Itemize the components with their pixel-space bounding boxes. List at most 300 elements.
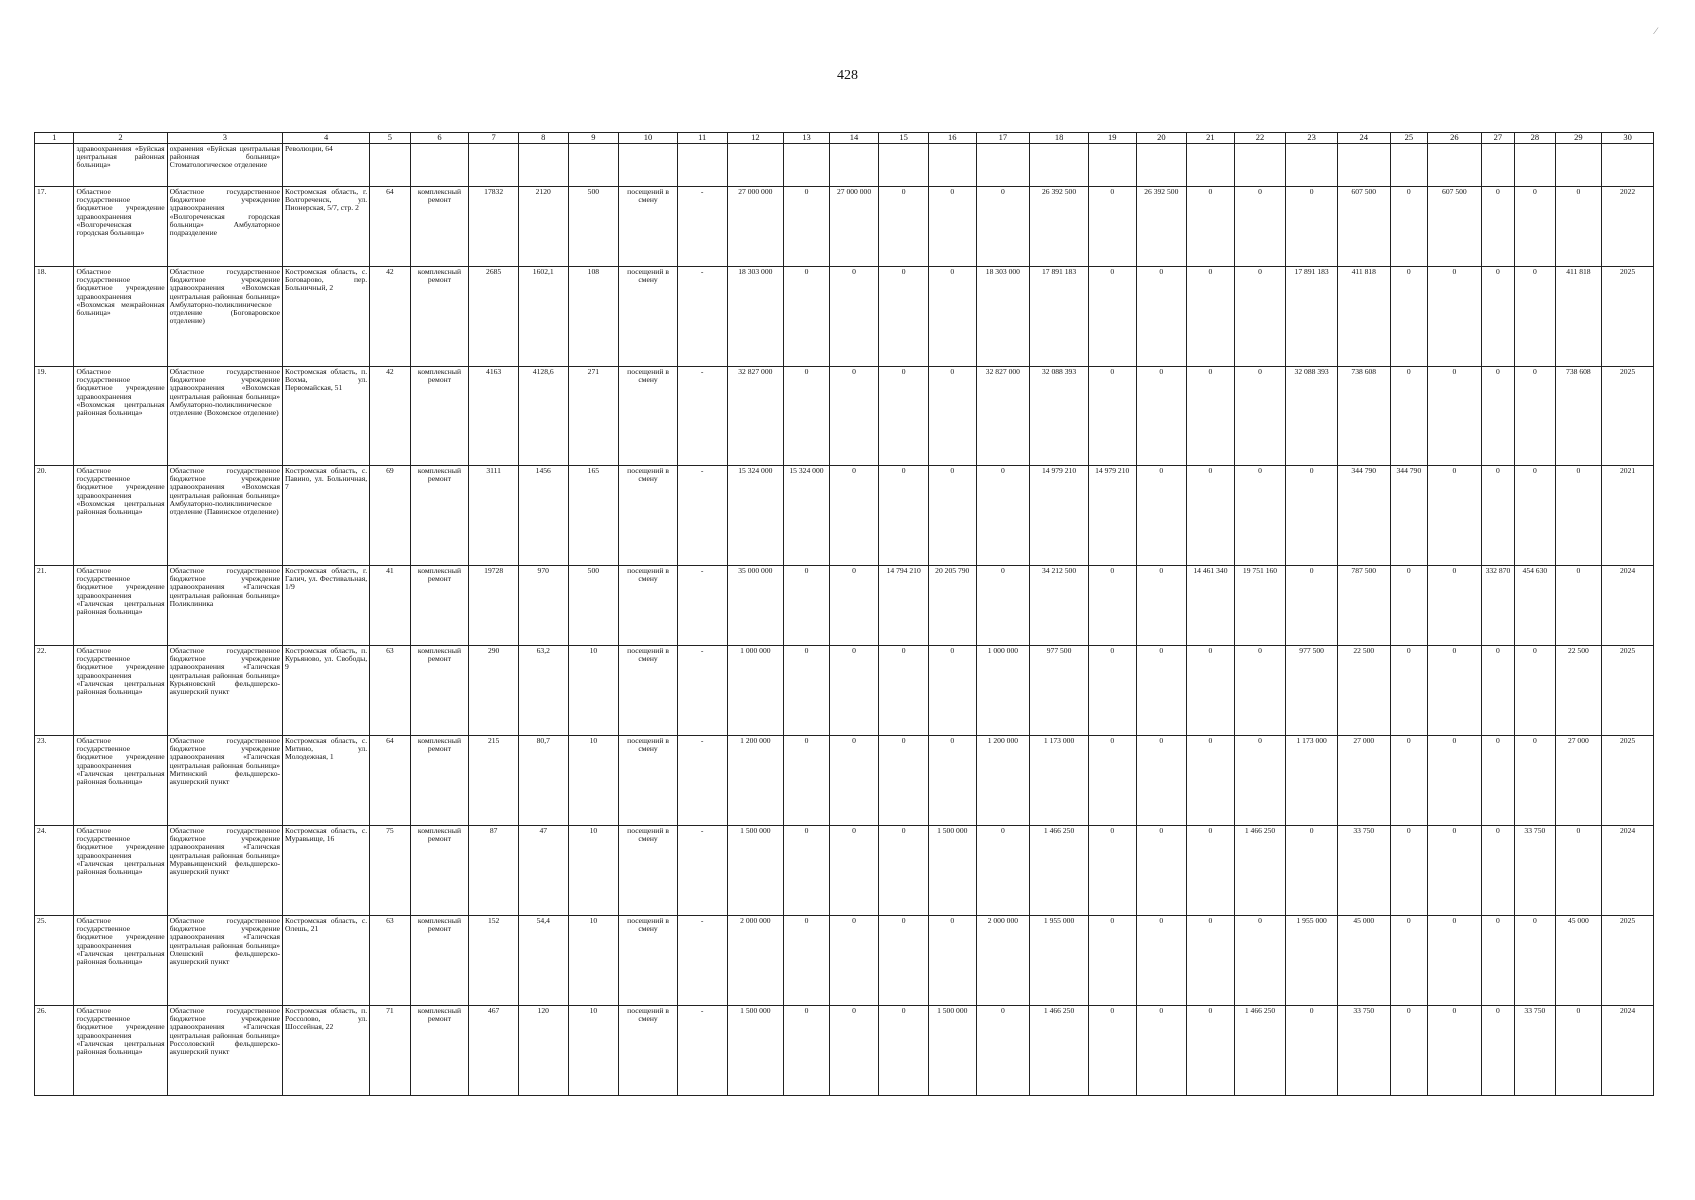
table-cell: 0 [1555,466,1602,566]
table-cell: 0 [784,566,830,646]
table-cell: 0 [829,736,879,826]
table-cell: 0 [1234,916,1286,1006]
table-cell: 17 891 183 [1030,267,1089,367]
table-cell: 738 608 [1337,367,1390,466]
table-cell: комплексный ремонт [410,1006,469,1096]
table-cell: 2 000 000 [976,916,1030,1006]
table-cell: 1 173 000 [1286,736,1338,826]
col-header: 9 [568,133,619,144]
table-cell: Областное государственное бюджетное учреждение здравоохранения «Галичская центральная районная больница» [74,1006,167,1096]
table-cell: 0 [1088,367,1136,466]
table-row [35,566,1654,646]
col-header: 21 [1187,133,1235,144]
table-cell: 738 608 [1555,367,1602,466]
table-cell: 271 [568,367,619,466]
table-cell: 500 [568,566,619,646]
table-cell: комплексный ремонт [410,187,469,267]
table-cell: 0 [1390,367,1427,466]
col-header: 10 [619,133,678,144]
table-cell [976,144,1030,187]
table-cell: 215 [469,736,519,826]
table-cell: 0 [1481,1006,1514,1096]
table-cell: 0 [1088,267,1136,367]
table-cell: Областное государственное бюджетное учреждение здравоохранения «Вохомская межрайонная больница» [74,267,167,367]
table-cell: 0 [1187,646,1235,736]
table-cell: 0 [1555,1006,1602,1096]
table-cell: - [677,267,727,367]
table-cell: Областное государственное бюджетное учреждение здравоохранения «Галичская центральная районная больница» [74,646,167,736]
table-cell [727,144,784,187]
table-cell: 0 [1187,1006,1235,1096]
col-header: 22 [1234,133,1286,144]
table-cell: 0 [879,187,929,267]
table-cell: 0 [879,367,929,466]
table-cell: 0 [879,466,929,566]
table-cell [879,144,929,187]
table-cell: 32 827 000 [976,367,1030,466]
table-cell: Областное государственное бюджетное учреждение здравоохранения «Галичская центральная районная больница» [74,736,167,826]
table-cell: 26 392 500 [1136,187,1187,267]
table-cell: 0 [928,267,976,367]
table-cell: 1 500 000 [928,1006,976,1096]
table-cell: 18 303 000 [976,267,1030,367]
col-header: 18 [1030,133,1089,144]
table-cell: 32 827 000 [727,367,784,466]
table-cell: 0 [784,1006,830,1096]
col-header: 15 [879,133,929,144]
table-cell: 0 [928,916,976,1006]
table-cell: - [677,566,727,646]
col-header: 8 [518,133,568,144]
table-cell: 0 [1428,1006,1482,1096]
table-cell: 0 [1428,916,1482,1006]
table-cell: 344 790 [1337,466,1390,566]
table-cell: 467 [469,1006,519,1096]
table-cell: 26 392 500 [1030,187,1089,267]
table-cell: 80,7 [518,736,568,826]
table-cell: посещений в смену [619,267,678,367]
table-cell: 15 324 000 [784,466,830,566]
table-cell: 1 500 000 [727,1006,784,1096]
table-cell: комплексный ремонт [410,267,469,367]
col-header: 7 [469,133,519,144]
table-row [35,916,1654,1006]
table-cell: 0 [1481,646,1514,736]
table-cell: 19 751 160 [1234,566,1286,646]
table-cell: Костромская область, с. Павино, ул. Больничная, 7 [283,466,370,566]
table-cell: 0 [1136,566,1187,646]
col-header: 4 [283,133,370,144]
table-cell: 0 [1515,736,1556,826]
table-cell: 0 [1428,646,1482,736]
col-header: 13 [784,133,830,144]
table-cell: Областное государственное бюджетное учреждение здравоохранения «Вохомская центральная районная больница» [74,367,167,466]
table-cell: 1 500 000 [928,826,976,916]
table-cell: 0 [976,566,1030,646]
table-cell: 27 000 [1555,736,1602,826]
table-cell: Костромская область, п. Вохма, ул. Первомайская, 51 [283,367,370,466]
table-cell: 0 [928,466,976,566]
table-cell: 1 466 250 [1234,826,1286,916]
table-cell: Областное государственное бюджетное учреждение здравоохранения «Галичская центральная районная больница» Муравьищенский фельдшерско-акушерский пункт [167,826,282,916]
table-cell: 454 630 [1515,566,1556,646]
table-cell: 1 466 250 [1030,1006,1089,1096]
scan-mark: ∕ [1655,26,1657,37]
table-cell: 2025 [1602,736,1654,826]
table-cell: 54,4 [518,916,568,1006]
table-cell: Костромская область, с. Муравьище, 16 [283,826,370,916]
table-cell: 1602,1 [518,267,568,367]
table-cell: 42 [370,267,411,367]
table-cell: 0 [829,646,879,736]
col-header: 6 [410,133,469,144]
table-cell: 22 500 [1337,646,1390,736]
table-cell: 411 818 [1337,267,1390,367]
col-header: 30 [1602,133,1654,144]
table-row [35,646,1654,736]
table-cell: 27 000 000 [727,187,784,267]
table-cell: 1 000 000 [976,646,1030,736]
table-cell: комплексный ремонт [410,367,469,466]
table-cell: Областное государственное бюджетное учреждение здравоохранения «Галичская центральная районная больница» Курьяновский фельдшерско-акушерский пункт [167,646,282,736]
table-cell [469,144,519,187]
table-cell: Костромская область, с. Олешь, 21 [283,916,370,1006]
table-cell: 1456 [518,466,568,566]
table-cell: 0 [1088,1006,1136,1096]
col-header: 29 [1555,133,1602,144]
table-cell: 2024 [1602,566,1654,646]
table-cell: 0 [1136,736,1187,826]
table-cell: 1 500 000 [727,826,784,916]
table-cell: 332 870 [1481,566,1514,646]
table-cell: 0 [1088,826,1136,916]
table-cell: 4163 [469,367,519,466]
table-cell: 0 [1286,466,1338,566]
table-row [35,736,1654,826]
table-cell: 0 [1428,466,1482,566]
table-cell: 63 [370,916,411,1006]
table-cell: 2025 [1602,267,1654,367]
table-cell: 0 [1390,187,1427,267]
table-cell: 0 [1481,367,1514,466]
table-cell: 108 [568,267,619,367]
table-cell: 0 [1234,187,1286,267]
table-cell: 0 [1136,267,1187,367]
table-row [35,267,1654,367]
table-cell: посещений в смену [619,826,678,916]
table-cell: 0 [1136,826,1187,916]
table-cell: комплексный ремонт [410,646,469,736]
table-cell: 2 000 000 [727,916,784,1006]
col-header: 26 [1428,133,1482,144]
table-cell: 45 000 [1337,916,1390,1006]
table-body [35,144,1654,1096]
table-cell: - [677,367,727,466]
table-cell: 32 088 393 [1286,367,1338,466]
table-cell: 0 [1428,566,1482,646]
table-cell: 2025 [1602,367,1654,466]
table-cell [1428,144,1482,187]
table-cell: 0 [879,646,929,736]
table-cell: 787 500 [1337,566,1390,646]
table-cell [1390,144,1427,187]
table-cell: 10 [568,916,619,1006]
table-cell [677,144,727,187]
table-cell: 0 [1481,187,1514,267]
table-cell: посещений в смену [619,466,678,566]
row-number-cell: 21. [35,566,74,646]
table-cell: 0 [1187,826,1235,916]
table-cell: посещений в смену [619,566,678,646]
table-cell: 120 [518,1006,568,1096]
table-cell: 0 [1390,916,1427,1006]
row-number-cell: 17. [35,187,74,267]
table-cell: - [677,826,727,916]
table-cell: 0 [829,826,879,916]
table-cell: 0 [1390,267,1427,367]
table-cell: 2025 [1602,646,1654,736]
table-cell: 0 [1555,826,1602,916]
table-cell: 10 [568,826,619,916]
table-cell: 0 [1286,826,1338,916]
table-cell: 0 [1088,646,1136,736]
table-cell: 69 [370,466,411,566]
table-cell: 41 [370,566,411,646]
table-cell: 14 979 210 [1088,466,1136,566]
table-cell: 0 [829,267,879,367]
table-cell: 0 [1515,267,1556,367]
table-cell: 15 324 000 [727,466,784,566]
table-cell [1286,144,1338,187]
table-cell: 0 [1187,736,1235,826]
table-cell: 0 [784,826,830,916]
table-cell: 0 [784,267,830,367]
col-header: 27 [1481,133,1514,144]
table-cell [784,144,830,187]
table-cell: 0 [1187,916,1235,1006]
table-cell: 1 466 250 [1030,826,1089,916]
col-header: 1 [35,133,74,144]
table-cell: Областное государственное бюджетное учреждение здравоохранения «Волгореченская городская больница» [74,187,167,267]
table-cell: Областное государственное бюджетное учреждение здравоохранения «Галичская центральная районная больница» Россоловский фельдшерско-акушерский пункт [167,1006,282,1096]
col-header: 16 [928,133,976,144]
table-cell: 500 [568,187,619,267]
table-cell: 47 [518,826,568,916]
table-cell: посещений в смену [619,646,678,736]
table-row [35,826,1654,916]
table-cell: 0 [1187,267,1235,367]
table-cell: 2024 [1602,1006,1654,1096]
table-row [35,144,1654,187]
table-cell: 0 [1136,1006,1187,1096]
col-header: 2 [74,133,167,144]
table-cell [829,144,879,187]
table-cell: - [677,187,727,267]
table-cell: Костромская область, п. Курьяново, ул. Свободы, 9 [283,646,370,736]
table-cell: 0 [976,826,1030,916]
table-cell: 0 [879,916,929,1006]
col-header: 20 [1136,133,1187,144]
table-cell: 0 [1088,916,1136,1006]
table-cell: Революции, 64 [283,144,370,187]
table-cell: 0 [1136,916,1187,1006]
table-cell: 0 [1555,187,1602,267]
table-cell [1337,144,1390,187]
col-header: 24 [1337,133,1390,144]
table-cell: 42 [370,367,411,466]
table-cell: 0 [928,187,976,267]
table-cell: посещений в смену [619,367,678,466]
table-cell: 0 [976,466,1030,566]
table-cell: комплексный ремонт [410,916,469,1006]
table-cell: 0 [1481,267,1514,367]
table-cell: 0 [1428,367,1482,466]
table-cell: 27 000 000 [829,187,879,267]
table-cell: 0 [1286,1006,1338,1096]
table-cell: 0 [1428,736,1482,826]
table-cell: 0 [784,367,830,466]
table-cell: 14 979 210 [1030,466,1089,566]
table-cell: 33 750 [1337,1006,1390,1096]
table-cell: Областное государственное бюджетное учреждение здравоохранения «Вохомская центральная районная больница» Амбулаторно-поликлиническое отделение (Боговаровское отделение) [167,267,282,367]
table-cell: 32 088 393 [1030,367,1089,466]
table-cell: охранения «Буйская центральная районная больница» Стоматологическое отделение [167,144,282,187]
table-cell: 17 891 183 [1286,267,1338,367]
table-cell: 2120 [518,187,568,267]
row-number-cell: 18. [35,267,74,367]
table-cell: Областное государственное бюджетное учреждение здравоохранения «Волгореченская городская больница» Амбулаторное подразделение [167,187,282,267]
table-cell: 0 [784,736,830,826]
table-cell: 18 303 000 [727,267,784,367]
table-cell: Костромская область, г. Галич, ул. Фестивальная, 1/9 [283,566,370,646]
table-row [35,187,1654,267]
table-cell: Областное государственное бюджетное учреждение здравоохранения «Галичская центральная районная больница» [74,826,167,916]
table-cell: 45 000 [1555,916,1602,1006]
table-cell: 0 [976,1006,1030,1096]
col-header: 12 [727,133,784,144]
table-cell: - [677,466,727,566]
row-number-cell: 22. [35,646,74,736]
table-cell: - [677,1006,727,1096]
register-table [34,132,1654,1096]
table-cell: 33 750 [1337,826,1390,916]
table-cell: 14 461 340 [1187,566,1235,646]
table-cell: Костромская область, с. Митино, ул. Молодежная, 1 [283,736,370,826]
table-cell: 71 [370,1006,411,1096]
table-cell: 0 [1286,187,1338,267]
table-cell: 2022 [1602,187,1654,267]
table-cell: 411 818 [1555,267,1602,367]
table-cell [370,144,411,187]
table-cell: 0 [784,646,830,736]
table-cell: 0 [1187,466,1235,566]
table-cell: 0 [1515,187,1556,267]
table-cell: 0 [928,646,976,736]
table-row [35,367,1654,466]
table-cell: 33 750 [1515,1006,1556,1096]
table-cell: 0 [928,367,976,466]
table-cell: 0 [1515,916,1556,1006]
table-cell: 0 [784,916,830,1006]
table-cell: 0 [1286,566,1338,646]
table-cell [1515,144,1556,187]
table-cell: 0 [1234,736,1286,826]
table-cell: комплексный ремонт [410,736,469,826]
row-number-cell: 26. [35,1006,74,1096]
table-cell: 0 [1515,466,1556,566]
table-cell [410,144,469,187]
table-cell [1030,144,1089,187]
table-cell: 27 000 [1337,736,1390,826]
table-cell: 22 500 [1555,646,1602,736]
table-cell: 0 [1481,736,1514,826]
table-cell: 970 [518,566,568,646]
table-cell: 1 955 000 [1030,916,1089,1006]
table-cell: 0 [1136,466,1187,566]
table-cell: 0 [1390,1006,1427,1096]
table-cell: 1 200 000 [976,736,1030,826]
table-cell: 10 [568,646,619,736]
table-cell: Областное государственное бюджетное учреждение здравоохранения «Галичская центральная районная больница» [74,566,167,646]
table-cell: 0 [1515,646,1556,736]
table-cell: 20 205 790 [928,566,976,646]
table-cell: 34 212 500 [1030,566,1089,646]
table-cell: Областное государственное бюджетное учреждение здравоохранения «Вохомская центральная районная больница» Амбулаторно-поликлиническое отделение (Павинское отделение) [167,466,282,566]
table-cell: 75 [370,826,411,916]
table-cell: 0 [1481,826,1514,916]
table-cell: 1 000 000 [727,646,784,736]
table-cell: 977 500 [1030,646,1089,736]
table-cell: посещений в смену [619,916,678,1006]
table-cell: - [677,646,727,736]
table-cell: 977 500 [1286,646,1338,736]
table-cell: Областное государственное бюджетное учреждение здравоохранения «Галичская центральная районная больница» [74,916,167,1006]
table-cell: 0 [829,916,879,1006]
table-cell: 0 [1428,826,1482,916]
table-cell: Областное государственное бюджетное учреждение здравоохранения «Вохомская центральная районная больница» Амбулаторно-поликлиническое отделение (Вохомское отделение) [167,367,282,466]
table-cell: 3111 [469,466,519,566]
table-cell: 1 173 000 [1030,736,1089,826]
col-header: 25 [1390,133,1427,144]
table-cell: здравоохранения «Буйская центральная районная больница» [74,144,167,187]
row-number-cell: 24. [35,826,74,916]
table-cell: 0 [829,367,879,466]
table-cell: 2021 [1602,466,1654,566]
page-number: 428 [837,68,858,83]
table-cell: 0 [1390,646,1427,736]
table-cell: 0 [1234,367,1286,466]
table-cell [1481,144,1514,187]
table-cell [1555,144,1602,187]
table-cell: 0 [1234,267,1286,367]
table-cell: 10 [568,736,619,826]
table-cell: 2685 [469,267,519,367]
table-cell: 344 790 [1390,466,1427,566]
table-cell: Областное государственное бюджетное учреждение здравоохранения «Галичская центральная районная больница» Поликлиника [167,566,282,646]
table-cell [1187,144,1235,187]
table-cell [1088,144,1136,187]
table-cell: 87 [469,826,519,916]
table-cell: 165 [568,466,619,566]
table-cell: 0 [829,1006,879,1096]
table-cell: 19728 [469,566,519,646]
table-cell [1234,144,1286,187]
col-header: 3 [167,133,282,144]
row-number-cell: 19. [35,367,74,466]
table-cell: 0 [1187,367,1235,466]
col-header: 28 [1515,133,1556,144]
table-cell: - [677,916,727,1006]
